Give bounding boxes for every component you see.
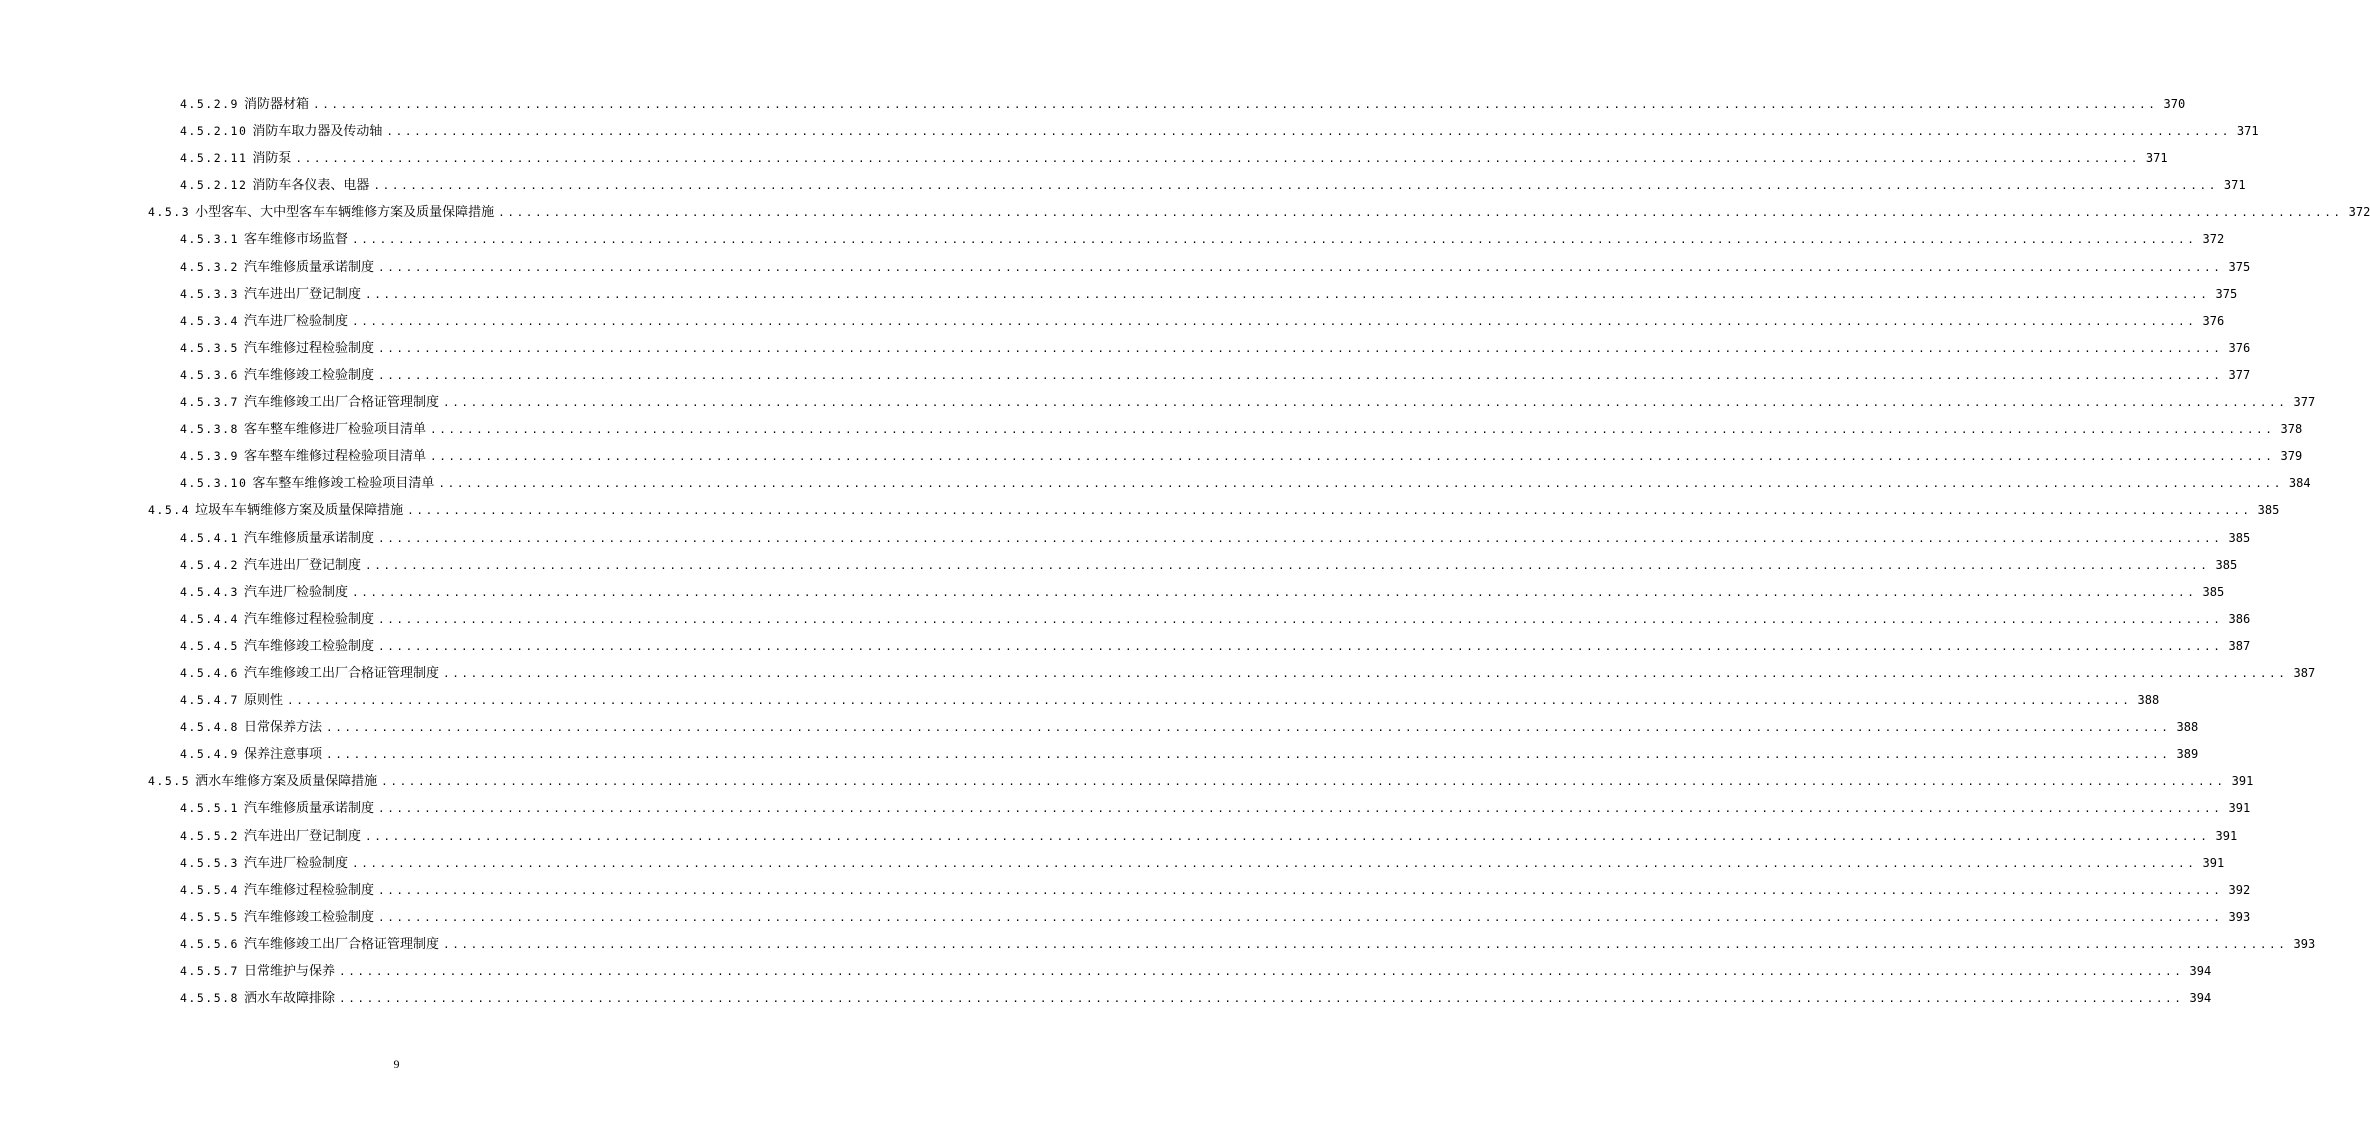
toc-entry-page: 386 xyxy=(2228,611,2251,626)
toc-entry-page: 385 xyxy=(2228,530,2251,545)
toc-entry[interactable] xyxy=(0,92,2186,119)
toc-entry-line xyxy=(180,580,2225,605)
toc-dot-leader: ........................................................................................................................................................................................................ xyxy=(498,206,2343,220)
toc-dot-leader: ........................................................................................................................................................................................................ xyxy=(312,98,2158,111)
toc-entry-number: 4.5.3.10 xyxy=(180,476,248,491)
toc-entry-title: 汽车维修竣工检验制度 xyxy=(243,638,374,654)
toc-entry[interactable] xyxy=(0,200,2370,227)
toc-dot-leader: ........................................................................................................................................................................................................ xyxy=(351,856,2197,870)
toc-dot-leader: ........................................................................................................................................................................................................ xyxy=(429,423,2275,437)
toc-entry-line xyxy=(180,715,2199,740)
toc-entry-title: 汽车进厂检验制度 xyxy=(243,584,348,600)
toc-entry[interactable] xyxy=(0,607,2251,634)
toc-entry[interactable] xyxy=(0,227,2225,254)
toc-dot-leader: ........................................................................................................................................................................................................ xyxy=(442,937,2288,951)
toc-entry-line xyxy=(148,769,2254,794)
toc-dot-leader: ........................................................................................................................................................................................................ xyxy=(377,910,2223,924)
toc-entry-page: 377 xyxy=(2293,395,2316,410)
toc-entry[interactable] xyxy=(0,282,2238,309)
toc-dot-leader: ........................................................................................................................................................................................................ xyxy=(381,775,2226,789)
toc-dot-leader: ........................................................................................................................................................................................................ xyxy=(338,965,2184,978)
toc-entry-number: 4.5.4.2 xyxy=(180,557,239,572)
toc-entry-page: 375 xyxy=(2228,259,2251,274)
toc-entry-title: 汽车维修过程检验制度 xyxy=(243,882,374,898)
toc-entry-page: 371 xyxy=(2223,178,2246,193)
toc-entry-page: 371 xyxy=(2236,124,2259,139)
toc-entry[interactable] xyxy=(0,173,2246,200)
toc-entry-number: 4.5.4.3 xyxy=(180,584,239,599)
toc-entry-title: 汽车维修过程检验制度 xyxy=(243,340,374,356)
toc-entry-page: 393 xyxy=(2228,909,2251,924)
toc-entry-title: 消防器材箱 xyxy=(243,97,309,112)
toc-entry-line xyxy=(180,390,2316,415)
toc-entry-line xyxy=(180,146,2168,171)
toc-dot-leader: ........................................................................................................................................................................................................ xyxy=(325,748,2171,762)
toc-entry-number: 4.5.5.1 xyxy=(180,801,239,816)
toc-entry-page: 384 xyxy=(2288,476,2311,491)
toc-entry-line xyxy=(180,932,2316,957)
toc-dot-leader: ........................................................................................................................................................................................................ xyxy=(351,233,2197,247)
toc-entry-line xyxy=(180,986,2212,1011)
toc-dot-leader: ........................................................................................................................................................................................................ xyxy=(364,829,2210,843)
toc-entry-page: 378 xyxy=(2280,422,2303,437)
toc-entry-number: 4.5.2.10 xyxy=(180,124,248,139)
toc-entry-number: 4.5.3.9 xyxy=(180,449,239,464)
toc-entry-line xyxy=(180,905,2251,930)
toc-dot-leader: ........................................................................................................................................................................................................ xyxy=(377,341,2223,355)
toc-entry-number: 4.5.5.8 xyxy=(180,991,239,1006)
toc-entry-line xyxy=(180,553,2238,578)
toc-entry[interactable] xyxy=(0,390,2316,417)
toc-entry-number: 4.5.3.6 xyxy=(180,367,239,382)
toc-entry-number: 4.5.2.12 xyxy=(180,178,248,193)
toc-entry[interactable] xyxy=(0,363,2251,390)
toc-entry-number: 4.5.3.3 xyxy=(180,286,239,301)
toc-entry-line xyxy=(180,255,2251,280)
toc-entry-title: 汽车维修过程检验制度 xyxy=(243,611,374,627)
toc-entry-page: 371 xyxy=(2145,151,2168,166)
toc-entry-page: 391 xyxy=(2202,855,2225,870)
toc-entry-page: 385 xyxy=(2215,557,2238,572)
toc-entry-number: 4.5.4.6 xyxy=(180,665,239,680)
toc-entry-title: 日常维护与保养 xyxy=(243,964,335,979)
toc-entry-page: 376 xyxy=(2228,340,2251,355)
toc-entry-title: 原则性 xyxy=(243,693,283,709)
toc-entry[interactable] xyxy=(0,553,2238,580)
toc-dot-leader: ........................................................................................................................................................................................................ xyxy=(377,612,2223,626)
toc-entry-line xyxy=(180,92,2186,117)
toc-entry-number: 4.5.5.5 xyxy=(180,909,239,924)
toc-entry-number: 4.5.4.8 xyxy=(180,720,239,735)
toc-entry-page: 372 xyxy=(2202,232,2225,247)
toc-entry-page: 372 xyxy=(2348,205,2370,220)
toc-entry-line xyxy=(180,471,2311,496)
toc-entry[interactable] xyxy=(0,742,2199,769)
toc-entry-number: 4.5.4.1 xyxy=(180,530,239,545)
toc-entry-title: 汽车维修竣工检验制度 xyxy=(243,909,374,925)
toc-entry-title: 日常保养方法 xyxy=(243,720,322,736)
toc-entry-title: 客车维修市场监督 xyxy=(243,232,348,248)
toc-entry-line xyxy=(180,363,2251,388)
toc-entry[interactable] xyxy=(0,715,2199,742)
table-of-contents xyxy=(0,92,2370,1013)
toc-entry-line xyxy=(180,173,2246,198)
toc-entry-number: 4.5.3.1 xyxy=(180,232,239,247)
toc-entry[interactable] xyxy=(0,255,2251,282)
toc-entry-title: 汽车维修竣工检验制度 xyxy=(243,367,374,383)
toc-entry-line xyxy=(180,851,2225,876)
toc-entry-number: 4.5.2.11 xyxy=(180,151,248,166)
toc-entry-title: 客车整车维修过程检验项目清单 xyxy=(243,449,426,465)
toc-entry-line xyxy=(180,661,2316,686)
toc-entry-page: 388 xyxy=(2176,720,2199,735)
toc-entry[interactable] xyxy=(0,688,2160,715)
toc-entry[interactable] xyxy=(0,959,2212,986)
toc-entry-line xyxy=(148,498,2280,523)
toc-entry-title: 客车整车维修竣工检验项目清单 xyxy=(252,476,435,492)
toc-entry-title: 客车整车维修进厂检验项目清单 xyxy=(243,422,426,438)
toc-entry[interactable] xyxy=(0,444,2303,471)
toc-entry-page: 388 xyxy=(2137,693,2160,708)
toc-entry-number: 4.5.5.4 xyxy=(180,882,239,897)
toc-entry-title: 汽车进出厂登记制度 xyxy=(243,828,361,844)
toc-entry-number: 4.5.2.9 xyxy=(180,97,239,111)
toc-entry-title: 汽车维修竣工出厂合格证管理制度 xyxy=(243,395,439,411)
toc-entry-number: 4.5.3.7 xyxy=(180,395,239,410)
toc-entry-title: 垃圾车车辆维修方案及质量保障措施 xyxy=(195,503,404,519)
toc-entry-number: 4.5.4.4 xyxy=(180,611,239,626)
toc-entry-line xyxy=(180,417,2303,442)
toc-entry-page: 392 xyxy=(2228,882,2251,897)
toc-entry-page: 391 xyxy=(2215,828,2238,843)
toc-dot-leader: ........................................................................................................................................................................................................ xyxy=(338,992,2184,1006)
toc-entry-title: 汽车进出厂登记制度 xyxy=(243,557,361,573)
toc-entry-number: 4.5.4.9 xyxy=(180,747,239,762)
toc-entry-number: 4.5.3.5 xyxy=(180,340,239,355)
toc-entry[interactable] xyxy=(0,634,2251,661)
toc-entry[interactable] xyxy=(0,471,2311,498)
toc-dot-leader: ........................................................................................................................................................................................................ xyxy=(351,314,2197,328)
toc-entry-title: 汽车进出厂登记制度 xyxy=(243,286,361,302)
toc-entry-line xyxy=(180,796,2251,821)
toc-dot-leader: ........................................................................................................................................................................................................ xyxy=(377,368,2223,382)
toc-entry-page: 385 xyxy=(2202,584,2225,599)
toc-entry-page: 389 xyxy=(2176,747,2199,762)
toc-dot-leader: ........................................................................................................................................................................................................ xyxy=(377,531,2223,545)
toc-dot-leader: ........................................................................................................................................................................................................ xyxy=(442,396,2288,410)
toc-entry-line xyxy=(180,959,2212,984)
toc-entry-page: 387 xyxy=(2228,638,2251,653)
toc-entry-page: 387 xyxy=(2293,665,2316,680)
toc-entry-line xyxy=(180,526,2251,551)
toc-entry-title: 保养注意事项 xyxy=(243,747,322,763)
toc-entry[interactable] xyxy=(0,580,2225,607)
toc-entry-number: 4.5.5 xyxy=(148,774,191,789)
toc-entry-title: 洒水车故障排除 xyxy=(243,991,335,1007)
toc-entry[interactable] xyxy=(0,824,2238,851)
toc-entry-title: 汽车维修质量承诺制度 xyxy=(243,801,374,817)
toc-entry-line xyxy=(180,824,2238,849)
toc-entry[interactable] xyxy=(0,146,2168,173)
toc-entry-title: 汽车维修质量承诺制度 xyxy=(243,530,374,546)
toc-entry-number: 4.5.3.4 xyxy=(180,313,239,328)
toc-entry[interactable] xyxy=(0,851,2225,878)
toc-entry-page: 394 xyxy=(2189,964,2212,978)
toc-dot-leader: ........................................................................................................................................................................................................ xyxy=(325,721,2171,735)
toc-entry[interactable] xyxy=(0,526,2251,553)
toc-entry[interactable] xyxy=(0,661,2316,688)
toc-entry-line xyxy=(180,878,2251,903)
toc-dot-leader: ........................................................................................................................................................................................................ xyxy=(438,477,2283,491)
toc-entry[interactable] xyxy=(0,769,2254,796)
toc-entry-page: 391 xyxy=(2228,801,2251,816)
toc-dot-leader: ........................................................................................................................................................................................................ xyxy=(286,694,2132,708)
toc-entry-number: 4.5.4.7 xyxy=(180,693,239,708)
toc-dot-leader: ........................................................................................................................................................................................................ xyxy=(295,152,2140,166)
toc-entry-title: 汽车维修竣工出厂合格证管理制度 xyxy=(243,665,439,681)
toc-entry-page: 385 xyxy=(2257,503,2280,518)
toc-entry-line xyxy=(180,742,2199,767)
toc-entry-page: 376 xyxy=(2202,313,2225,328)
toc-dot-leader: ........................................................................................................................................................................................................ xyxy=(377,639,2223,653)
toc-entry-title: 汽车进厂检验制度 xyxy=(243,313,348,329)
toc-entry[interactable] xyxy=(0,905,2251,932)
toc-entry[interactable] xyxy=(0,932,2316,959)
toc-entry-number: 4.5.5.2 xyxy=(180,828,239,843)
toc-entry[interactable] xyxy=(0,336,2251,363)
toc-entry[interactable] xyxy=(0,309,2225,336)
toc-entry-title: 消防车各仪表、电器 xyxy=(252,178,370,194)
toc-entry-number: 4.5.3 xyxy=(148,205,191,220)
page-number: 9 xyxy=(393,1057,400,1071)
toc-entry-line xyxy=(180,282,2238,307)
toc-entry-line xyxy=(180,227,2225,252)
toc-entry-page: 370 xyxy=(2163,97,2186,111)
toc-dot-leader: ........................................................................................................................................................................................................ xyxy=(377,260,2223,274)
toc-dot-leader: ........................................................................................................................................................................................................ xyxy=(442,666,2288,680)
toc-entry[interactable] xyxy=(0,417,2303,444)
toc-entry[interactable] xyxy=(0,986,2212,1013)
toc-entry-line xyxy=(180,336,2251,361)
toc-dot-leader: ........................................................................................................................................................................................................ xyxy=(429,450,2275,464)
toc-entry-title: 小型客车、大中型客车车辆维修方案及质量保障措施 xyxy=(195,205,495,221)
toc-entry-title: 消防车取力器及传动轴 xyxy=(252,124,383,140)
toc-entry-title: 汽车进厂检验制度 xyxy=(243,855,348,871)
toc-entry-number: 4.5.3.8 xyxy=(180,422,239,437)
toc-entry[interactable] xyxy=(0,878,2251,905)
toc-entry-line xyxy=(180,688,2160,713)
toc-entry-number: 4.5.4 xyxy=(148,503,191,518)
toc-entry-page: 377 xyxy=(2228,367,2251,382)
toc-entry-line xyxy=(148,200,2370,225)
toc-entry-line xyxy=(180,309,2225,334)
toc-entry-page: 379 xyxy=(2280,449,2303,464)
toc-dot-leader: ........................................................................................................................................................................................................ xyxy=(364,558,2210,572)
toc-dot-leader: ........................................................................................................................................................................................................ xyxy=(407,504,2252,518)
toc-entry-title: 汽车维修质量承诺制度 xyxy=(243,259,374,275)
toc-entry-title: 汽车维修竣工出厂合格证管理制度 xyxy=(243,936,439,952)
toc-entry-title: 洒水车维修方案及质量保障措施 xyxy=(195,774,378,790)
toc-entry-line xyxy=(180,634,2251,659)
toc-entry-line xyxy=(180,444,2303,469)
toc-entry-title: 消防泵 xyxy=(252,151,292,167)
toc-entry-page: 393 xyxy=(2293,936,2316,951)
toc-entry-number: 4.5.3.2 xyxy=(180,259,239,274)
toc-dot-leader: ........................................................................................................................................................................................................ xyxy=(377,883,2223,897)
toc-entry[interactable] xyxy=(0,498,2280,525)
toc-dot-leader: ........................................................................................................................................................................................................ xyxy=(386,125,2231,139)
toc-dot-leader: ........................................................................................................................................................................................................ xyxy=(364,287,2210,301)
toc-entry[interactable] xyxy=(0,796,2251,823)
toc-entry-line xyxy=(180,607,2251,632)
toc-entry-page: 375 xyxy=(2215,286,2238,301)
toc-entry-page: 391 xyxy=(2231,774,2254,789)
toc-dot-leader: ........................................................................................................................................................................................................ xyxy=(373,179,2218,193)
toc-entry-number: 4.5.4.5 xyxy=(180,638,239,653)
toc-entry-number: 4.5.5.7 xyxy=(180,964,239,978)
toc-entry-page: 394 xyxy=(2189,991,2212,1006)
toc-entry-line xyxy=(180,119,2259,144)
toc-dot-leader: ........................................................................................................................................................................................................ xyxy=(377,802,2223,816)
toc-entry-number: 4.5.5.6 xyxy=(180,936,239,951)
toc-entry[interactable] xyxy=(0,119,2259,146)
toc-dot-leader: ........................................................................................................................................................................................................ xyxy=(351,585,2197,599)
toc-entry-number: 4.5.5.3 xyxy=(180,855,239,870)
